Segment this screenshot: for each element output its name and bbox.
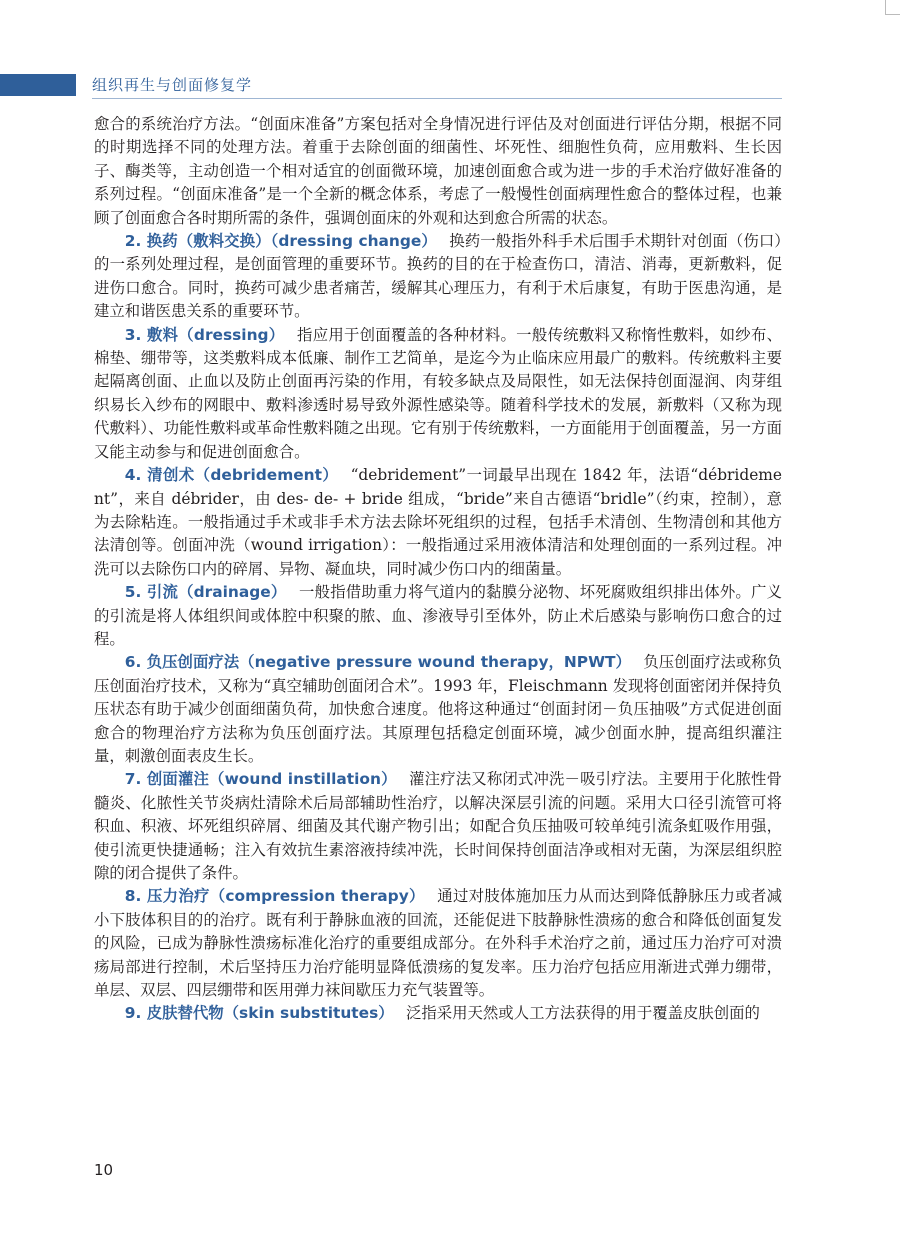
entry-text: 一般指借助重力将气道内的黏膜分泌物、坏死腐败组织排出体外。广义的引流是将人体组织间或体腔中积聚的脓、血、渗液导引至体外，防止术后感染与影响伤口愈合的过程。 [94,583,782,648]
entry-text: 通过对肢体施加压力从而达到降低静脉压力或者减小下肢体积目的的治疗。既有利于静脉血液的回流，还能促进下肢静脉性溃疡的愈合和降低创面复发的风险，已成为静脉性溃疡标准化治疗的重要组成部分。在外科手术治疗之前，通过压力治疗可对溃疡局部进行控制，术后坚持压力治疗能明显降低溃疡的复发率。压力治疗包括应用渐进式弹力绷带，单层、双层、四层绷带和医用弹力袜间歇压力充气装置等。 [94,887,782,1000]
intro-paragraph: 愈合的系统治疗方法。“创面床准备”方案包括对全身情况进行评估及对创面进行评估分期，根据不同的时期选择不同的处理方法。着重于去除创面的细菌性、坏死性、细胞性负荷，应用敷料、生长因子、酶类等，主动创造一个相对适宜的创面微环境，加速创面愈合或为进一步的手术治疗做好准备的系列过程。“创面床准备”是一个全新的概念体系，考虑了一般慢性创面病理性愈合的整体过程，也兼顾了创面愈合各时期所需的条件，强调创面床的外观和达到愈合所需的状态。 [94,115,782,227]
entry-dressing-change [94,230,782,324]
crop-mark [885,0,900,15]
entry-term: 7. 创面灌注（wound instillation） [124,770,397,789]
entry-text: 灌注疗法又称闭式冲洗－吸引疗法。主要用于化脓性骨髓炎、化脓性关节炎病灶清除术后局部辅助性治疗，以解决深层引流的问题。采用大口径引流管可将积血、积液、坏死组织碎屑、细菌及其代谢产物引出；如配合负压抽吸可较单纯引流条虹吸作用强，使引流更快捷通畅；注入有效抗生素溶液持续冲洗，长时间保持创面洁净或相对无菌，为深层组织腔隙的闭合提供了条件。 [94,770,782,882]
page-number: 10 [94,1161,114,1179]
entry-drainage [94,581,782,651]
entry-term: 3. 敷料（dressing） [124,325,285,344]
running-header-title: 组织再生与创面修复学 [92,76,253,94]
entry-wound-instillation [94,768,782,885]
entry-debridement [94,464,782,581]
header-color-band [0,74,76,96]
entry-term: 9. 皮肤替代物（skin substitutes） [124,1004,394,1023]
page-body [94,113,782,1026]
entry-term: 2. 换药（敷料交换）（dressing change） [124,232,437,251]
entry-term: 6. 负压创面疗法（negative pressure wound therapy，NPWT） [124,653,631,672]
entry-term: 4. 清创术（debridement） [124,466,339,485]
entry-term: 8. 压力治疗（compression therapy） [124,887,425,906]
entry-text: “debridement”一词最早出现在 1842 年，法语“débridement”，来自 débrider，由 des- de- + bride 组成，“bride”来自古德语“bridle”（约束，控制），意为去除粘连。一般指通过手术或非手术方法去除坏死组织的过程，包括手术清创、生物清创和其他方法清创等。创面冲洗（wound irrigation）：一般指通过采用液体清洁和处理创面的一系列过程。冲洗可以去除伤口内的碎屑、异物、凝血块，同时减少伤口内的细菌量。 [94,466,783,578]
entry-text: 负压创面疗法或称负压创面治疗技术，又称为“真空辅助创面闭合术”。1993 年，Fleischmann 发现将创面密闭并保持负压状态有助于减少创面细菌负荷，加快愈合速度。他将这种通过“创面封闭－负压抽吸”方式促进创面愈合的物理治疗方法称为负压创面疗法。其原理包括稳定创面环境，减少创面水肿，提高组织灌注量，刺激创面表皮生长。 [94,653,782,765]
entry-dressing [94,324,782,464]
entry-text: 换药一般指外科手术后围手术期针对创面（伤口）的一系列处理过程，是创面管理的重要环节。换药的目的在于检查伤口，清洁、消毒，更新敷料，促进伤口愈合。同时，换药可减少患者痛苦，缓解其心理压力，有利于术后康复，有助于医患沟通，是建立和谐医患关系的重要环节。 [94,232,782,321]
entry-npwt [94,651,782,768]
header-divider [92,98,782,99]
entry-skin-substitutes [94,1002,782,1025]
entry-text: 泛指采用天然或人工方法获得的用于覆盖皮肤创面的 [405,1004,760,1023]
entry-compression-therapy [94,885,782,1002]
entry-text: 指应用于创面覆盖的各种材料。一般传统敷料又称惰性敷料，如纱布、棉垫、绷带等，这类敷料成本低廉、制作工艺简单，是迄今为止临床应用最广的敷料。传统敷料主要起隔离创面、止血以及防止创面再污染的作用，有较多缺点及局限性，如无法保持创面湿润、肉芽组织易长入纱布的网眼中、敷料渗透时易导致外源性感染等。随着科学技术的发展，新敷料（又称为现代敷料）、功能性敷料或革命性敷料随之出现。它有别于传统敷料，一方面能用于创面覆盖，另一方面又能主动参与和促进创面愈合。 [94,325,782,461]
entry-term: 5. 引流（drainage） [124,583,287,602]
